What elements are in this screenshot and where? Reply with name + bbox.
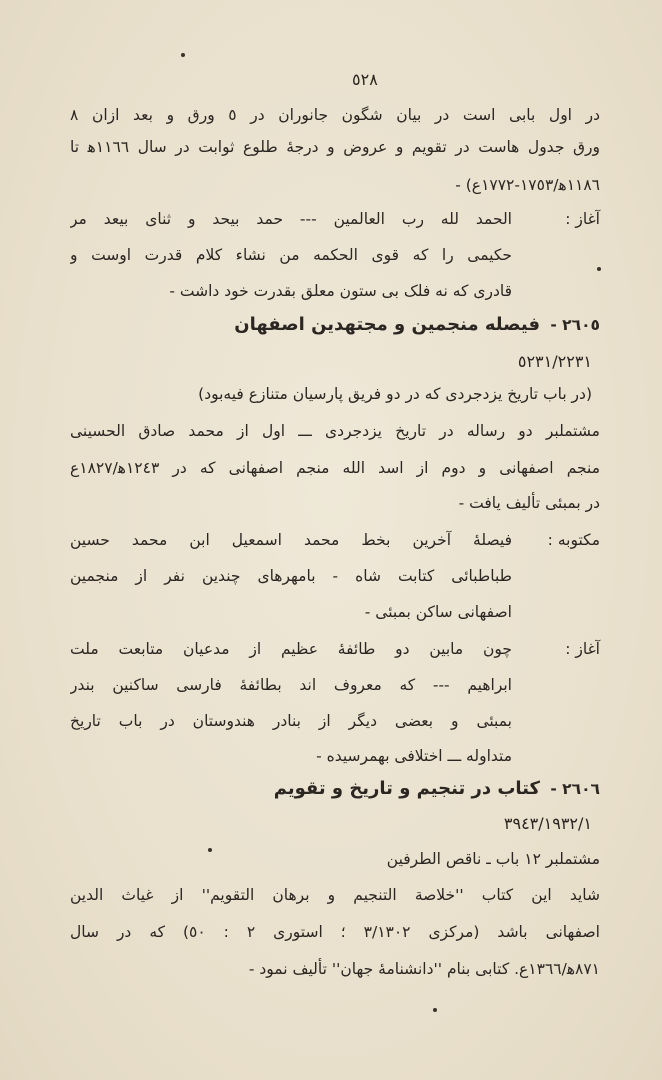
opening-line: الحمد لله رب العالمین --- حمد بیحد و ثنای بیعد مر <box>70 210 512 228</box>
entry-number: ٢٦٠٥ - <box>550 316 600 334</box>
opening-line: متداوله ـــ اختلافی بهمرسیده - <box>316 747 512 765</box>
opening-line: ابراهیم --- که معروف اند بطائفهٔ فارسی ساکنین بندر <box>70 676 512 694</box>
ink-dot <box>597 267 601 271</box>
colophon-line: اصفهانی ساکن بمبئی - <box>364 603 512 621</box>
entry-title: فیصله منجمین و مجتهدین اصفهان <box>234 314 540 335</box>
opening-label: آغاز : <box>565 210 600 228</box>
entry-desc-line: در بمبئی تألیف یافت - <box>458 494 600 512</box>
colophon-label: مکتوبه : <box>547 531 600 549</box>
opening-line: قادری که نه فلک بی ستون معلق بقدرت خود داشت - <box>169 282 512 300</box>
entry-desc-line: مشتملبر دو رساله در تاریخ یزدجردی ـــ اول از محمد صادق الحسینی <box>70 422 600 440</box>
intro-line: ١١٨٦ﻫ/١٧٥٣-١٧٧٢ع) - <box>455 176 600 194</box>
entry-desc-line: شاید این کتاب ''خلاصة التنجیم و برهان التقویم'' از غیاث الدین <box>70 886 600 904</box>
intro-line: در اول بابی است در بیان شگون جانوران در ٥ ورق و بعد ازان ٨ <box>70 106 600 124</box>
entry-subtitle: (در باب تاریخ یزدجردی که در دو فریق پارسیان متنازع فیه‌بود) <box>198 385 592 403</box>
colophon-line: طباطبائی کتابت شاه - بامهرهای چندین نفر از منجمین <box>70 567 512 585</box>
entry-number: ٢٦٠٦ - <box>550 780 600 798</box>
entry-title: کتاب در تنجیم و تاریخ و تقویم <box>273 778 540 799</box>
entry-desc-line: اصفهانی باشد (مرکزی ٣/١٣٠٢ ؛ استوری ٢ : ٥٠) که در سال <box>70 923 600 941</box>
entry-desc-line: مشتملبر ١٢ باب ـ ناقص الطرفین <box>386 850 600 868</box>
colophon-line: فیصلهٔ آخرین بخط محمد اسمعیل ابن محمد حسین <box>70 531 512 549</box>
page-number: ٥٢٨ <box>352 70 378 89</box>
opening-line: چون مابین دو طائفهٔ عظیم از مدعیان متابعت ملت <box>70 640 512 658</box>
entry-desc-line: منجم اصفهانی و دوم از اسد الله منجم اصفهانی که در ١٢٤٣ﻫ/١٨٢٧ع <box>70 459 600 477</box>
entry-reference: ٥٢٣١/٢٢٣١ <box>517 352 592 371</box>
opening-line: بمبئی و بعضی دیگر از بنادر هندوستان در باب تاریخ <box>70 712 512 730</box>
opening-line: حکیمی را که قوی الحکمه من نشاء کلام قدرت اوست و <box>70 246 512 264</box>
intro-line: ورق جدول هاست در تقویم و عروض و درجهٔ طلوع ثوابت در سال ١١٦٦ﻫ تا <box>70 138 600 156</box>
entry-desc-line: ٨٧١ﻫ/١٣٦٦ع. کتابی بنام ''دانشنامهٔ جهان'' تألیف نمود - <box>248 960 600 978</box>
opening-label: آغاز : <box>565 640 600 658</box>
entry-reference: ٣٩٤٣/١٩٣٢/١ <box>503 814 592 833</box>
ink-dot <box>181 53 185 57</box>
ink-dot <box>433 1008 437 1012</box>
